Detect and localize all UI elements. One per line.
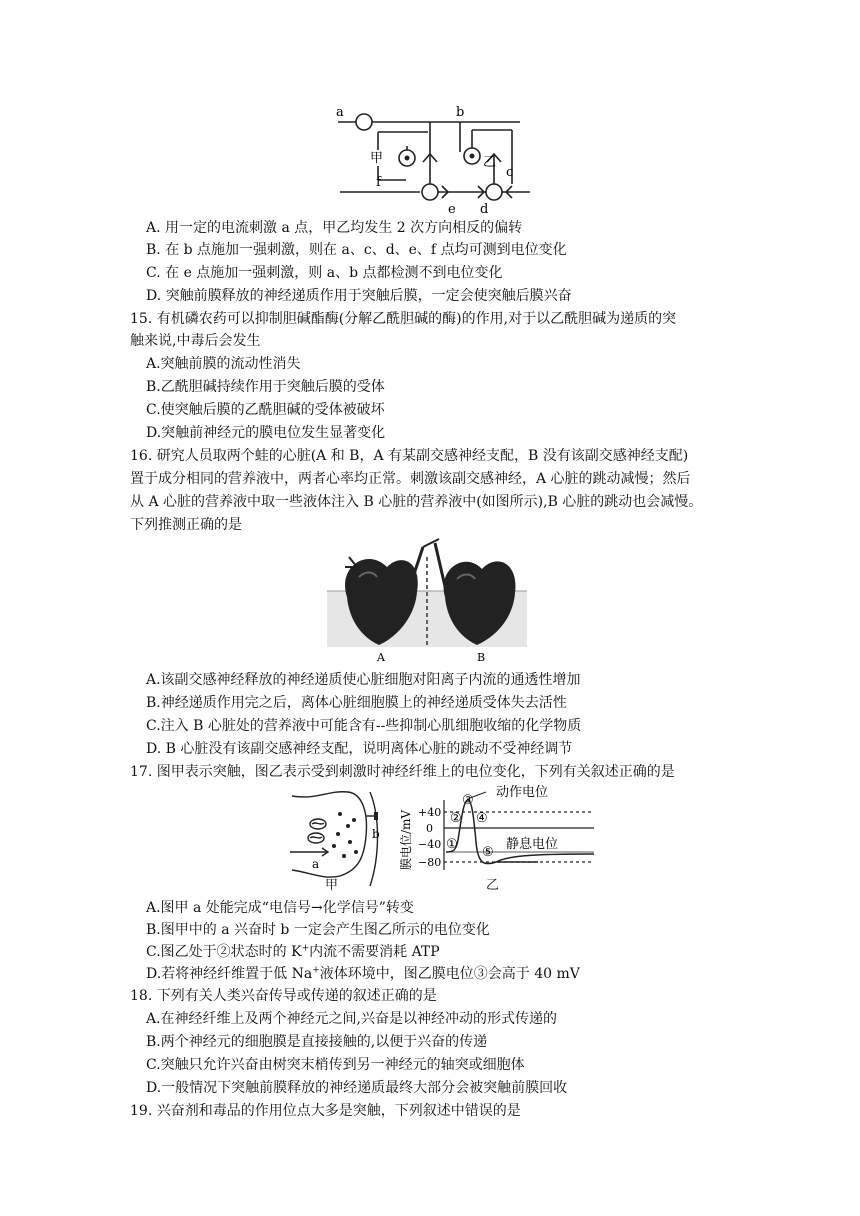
heart-label-b: B (477, 651, 486, 664)
q15-stem-line2: 触来说,中毒后会发生 (130, 333, 261, 349)
q18-option-a: A.在神经纤维上及两个神经元之间,兴奋是以神经冲动的形式传递的 (146, 1011, 558, 1027)
tick-minus80: −80 (418, 856, 442, 869)
circuit-label-d: d (480, 202, 489, 217)
q18-option-c: C.突触只允许兴奋由树突末梢传到另一神经元的轴突或细胞体 (146, 1057, 525, 1073)
neuron-a (356, 114, 372, 130)
q17-option-c-post: 内流不需要消耗 ATP (309, 944, 440, 960)
q15-option-c: C.使突触后膜的乙酰胆碱的受体被破坏 (146, 402, 385, 418)
q17-option-d (146, 964, 580, 984)
q17-stem: 17. 图甲表示突触，图乙表示受到刺激时神经纤维上的电位变化，下列有关叙述正确的是 (130, 764, 675, 780)
heart-figure (327, 537, 527, 665)
circuit-figure (330, 100, 540, 220)
marker-5: ⑤ (482, 845, 494, 860)
q15-stem-line1: 15. 有机磷农药可以抑制胆碱酯酶(分解乙酰胆碱的酶)的作用,对于以乙酰胆碱为递质的突 (130, 311, 677, 327)
q17-option-c (146, 942, 440, 962)
q17-option-d-pre: D.若将神经纤维置于低 Na (146, 966, 313, 982)
marker-4: ④ (476, 811, 488, 826)
circuit-label-f: f (376, 175, 381, 190)
neuron-junction-2 (486, 184, 502, 200)
q17-option-b: B.图甲中的 a 兴奋时 b 一定会产生图乙所示的电位变化 (146, 922, 490, 938)
tick-plus40: +40 (418, 806, 442, 819)
q18-option-d: D.一般情况下突触前膜释放的神经递质最终大部分会被突触前膜回收 (146, 1080, 568, 1096)
q17-option-c-sup: + (301, 943, 310, 954)
marker-2: ② (450, 811, 462, 826)
circuit-label-b: b (456, 105, 465, 120)
q14-option-c: C. 在 e 点施加一强刺激，则 a、b 点都检测不到电位变化 (146, 265, 503, 281)
q14-option-d: D. 突触前膜释放的神经递质作用于突触后膜，一定会使突触后膜兴奋 (146, 288, 572, 304)
neuron-junction-1 (422, 184, 438, 200)
q17-option-a: A.图甲 a 处能完成“电信号→化学信号”转变 (146, 900, 414, 916)
synapse-figure (288, 786, 398, 896)
q19-stem: 19. 兴奋剂和毒品的作用位点大多是突触，下列叙述中错误的是 (130, 1103, 521, 1119)
tick-minus40: −40 (418, 838, 442, 851)
q16-option-d: D. B 心脏没有该副交感神经支配，说明离体心脏的跳动不受神经调节 (146, 741, 573, 757)
heart-label-a: A (377, 651, 385, 664)
circuit-label-jia: 甲 (370, 151, 384, 166)
q17-option-d-post: 液体环境中，图乙膜电位③会高于 40 mV (319, 966, 580, 982)
q16-stem-line1: 16. 研究人员取两个蛙的心脏(A 和 B，A 有某副交感神经支配，B 没有该副交感神经支配) (130, 448, 689, 464)
q14-option-b: B. 在 b 点施加一强刺激，则在 a、c、d、e、f 点均可测到电位变化 (146, 242, 567, 258)
circuit-label-yi: 乙 (483, 155, 497, 170)
q16-stem-line2: 置于成分相同的营养液中，两者心率均正常。刺激该副交感神经，A 心脏的跳动减慢；然后 (130, 471, 691, 487)
fig-yi-caption: 乙 (486, 878, 500, 893)
fig-jia-caption: 甲 (325, 878, 339, 893)
tick-0: 0 (426, 822, 433, 835)
circuit-label-a: a (336, 105, 344, 120)
q16-stem-line3: 从 A 心脏的营养液中取一些液体注入 B 心脏的营养液中(如图所示),B 心脏的跳动也会减慢。 (130, 494, 703, 510)
q15-option-b: B.乙酰胆碱持续作用于突触后膜的受体 (146, 379, 385, 395)
label-action-potential: 动作电位 (496, 785, 549, 800)
q14-option-a: A. 用一定的电流刺激 a 点，甲乙均发生 2 次方向相反的偏转 (146, 220, 523, 236)
q15-option-d: D.突触前神经元的膜电位发生显著变化 (146, 425, 386, 441)
q16-option-b: B.神经递质作用完之后，离体心脏细胞膜上的神经递质受体失去活性 (146, 695, 567, 711)
synapse-label-b: b (372, 827, 380, 841)
q18-stem: 18. 下列有关人类兴奋传导或传递的叙述正确的是 (130, 988, 437, 1004)
circuit-label-e: e (448, 202, 456, 217)
potential-ylabel: 膜电位/mV (399, 809, 413, 870)
q15-option-a: A.突触前膜的流动性消失 (146, 356, 301, 372)
q17-option-c-pre: C.图乙处于②状态时的 K (146, 944, 302, 960)
q18-option-b: B.两个神经元的细胞膜是直接接触的,以便于兴奋的传递 (146, 1034, 488, 1050)
q16-stem-line4: 下列推测正确的是 (130, 517, 242, 533)
label-resting-potential: 静息电位 (506, 837, 559, 852)
marker-1: ① (446, 837, 458, 852)
marker-3: ③ (462, 793, 474, 808)
circuit-label-c: c (506, 165, 514, 180)
q17-option-d-sup: + (312, 965, 320, 976)
q16-option-a: A.该副交感神经释放的神经递质使心脏细胞对阳离子内流的通透性增加 (146, 672, 581, 688)
q16-option-c: C.注入 B 心脏处的营养液中可能含有--些抑制心肌细胞收缩的化学物质 (146, 718, 582, 734)
synapse-label-a: a (312, 857, 320, 871)
